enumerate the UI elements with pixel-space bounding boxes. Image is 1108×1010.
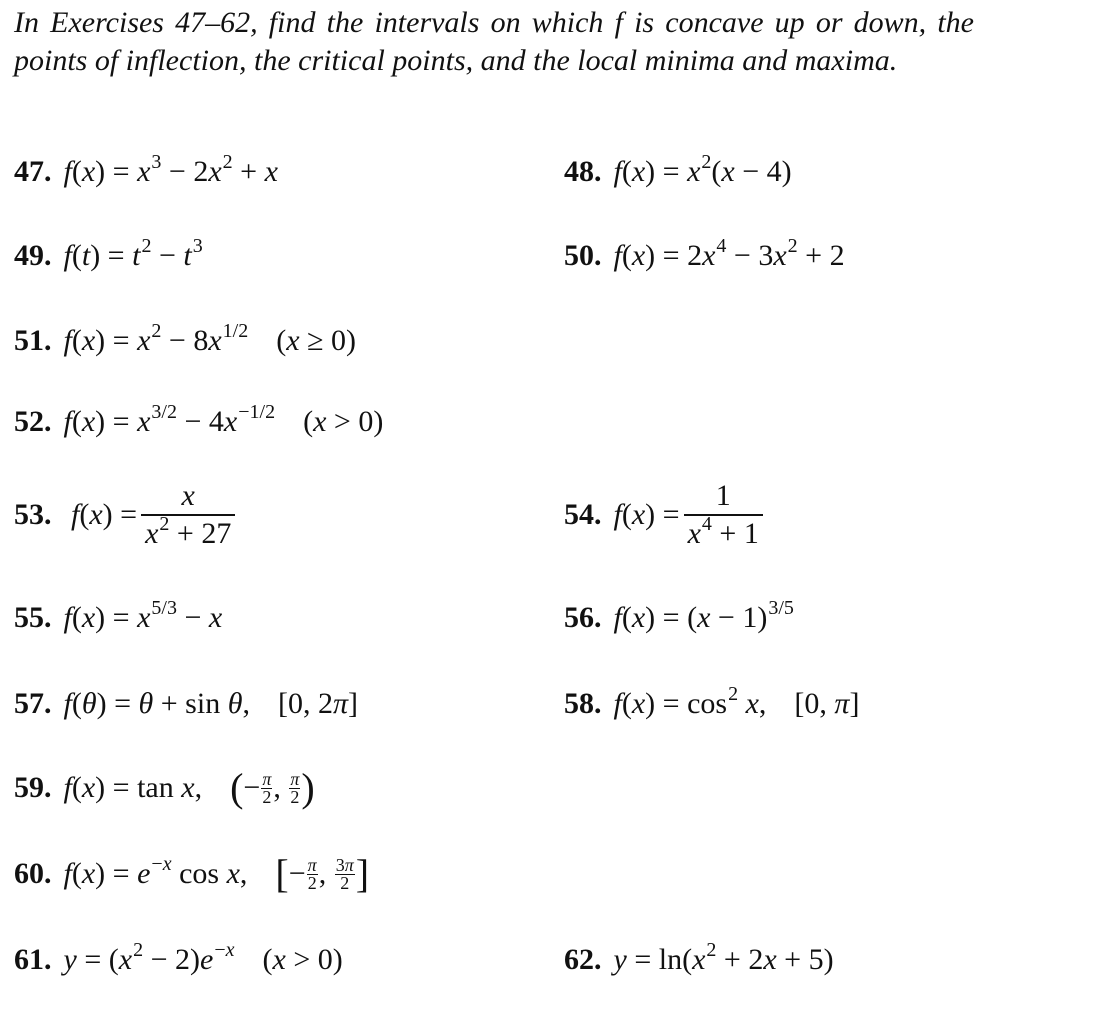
exercise-53: 53. f(x) = $\frac{x}{x^2 + 27}$ xyxy=(14,478,239,552)
exercise-58: 58. $f(x) = \cos^2 x$, [0, π] xyxy=(564,683,860,720)
exercise-50: 50. $f(x) = 2x^4 - 3x^2 + 2$ xyxy=(564,235,845,272)
exercise-instructions: In Exercises 47–62, find the intervals on which f is concave up or down, the points of inflection, the critical points, and the local minima and maxima. xyxy=(14,6,974,77)
exercise-51: 51. $f(x) = x^2 - 8x^{1/2}$ (x ≥ 0) xyxy=(14,320,357,357)
exercise-number: 53. xyxy=(14,498,52,531)
exercise-47: 47. $f(x) = x^3 - 2x^2 + x$ xyxy=(14,151,278,188)
exercise-55: 55. $f(x) = x^{5/3} - x$ xyxy=(14,597,223,634)
exercise-number: 61. xyxy=(14,943,52,976)
exercise-number: 51. xyxy=(14,324,52,357)
exercise-number: 54. xyxy=(564,498,602,531)
exercise-48: 48. $f(x) = x^2(x - 4)$ xyxy=(564,151,792,188)
fraction: $\frac{x}{x^2 + 27}$ xyxy=(141,478,235,552)
exercise-number: 48. xyxy=(564,155,602,188)
exercise-60: 60. $f(x) = e^{-x}$ cos x, [ − $\frac{\pi}{2}$ , 3π 2 ] xyxy=(14,851,370,896)
exercise-57: 57. f(θ) = θ + sin θ, [0, 2π] xyxy=(14,687,358,720)
exercise-number: 59. xyxy=(14,771,52,804)
exercise-number: 55. xyxy=(14,601,52,634)
fraction: $\frac{1}{x^4 + 1}$ xyxy=(684,478,763,552)
exercise-56: 56. $f(x) = (x - 1)^{3/5}$ xyxy=(564,597,794,634)
exercise-number: 60. xyxy=(14,857,52,890)
exercise-62: 62. $y = \ln(x^2 + 2x + 5)$ xyxy=(564,939,834,976)
exercise-number: 62. xyxy=(564,943,602,976)
exercise-59: 59. f(x) = tan x, ( − $\frac{\pi}{2}$ , π 2 ) xyxy=(14,765,315,810)
exercise-number: 47. xyxy=(14,155,52,188)
exercise-number: 50. xyxy=(564,239,602,272)
exercise-61: 61. $y = (x^2 - 2)e^{-x}$ (x > 0) xyxy=(14,939,343,976)
exercise-number: 56. xyxy=(564,601,602,634)
exercise-54: 54. f(x) = $\frac{1}{x^4 + 1}$ xyxy=(564,478,767,552)
exercise-52: 52. $f(x) = x^{3/2} - 4x^{-1/2}$ (x > 0) xyxy=(14,401,384,438)
exercise-number: 49. xyxy=(14,239,52,272)
exercise-number: 58. xyxy=(564,687,602,720)
exercise-number: 52. xyxy=(14,405,52,438)
exercise-49: 49. $f(t) = t^2 - t^3$ xyxy=(14,235,203,272)
exercise-number: 57. xyxy=(14,687,52,720)
